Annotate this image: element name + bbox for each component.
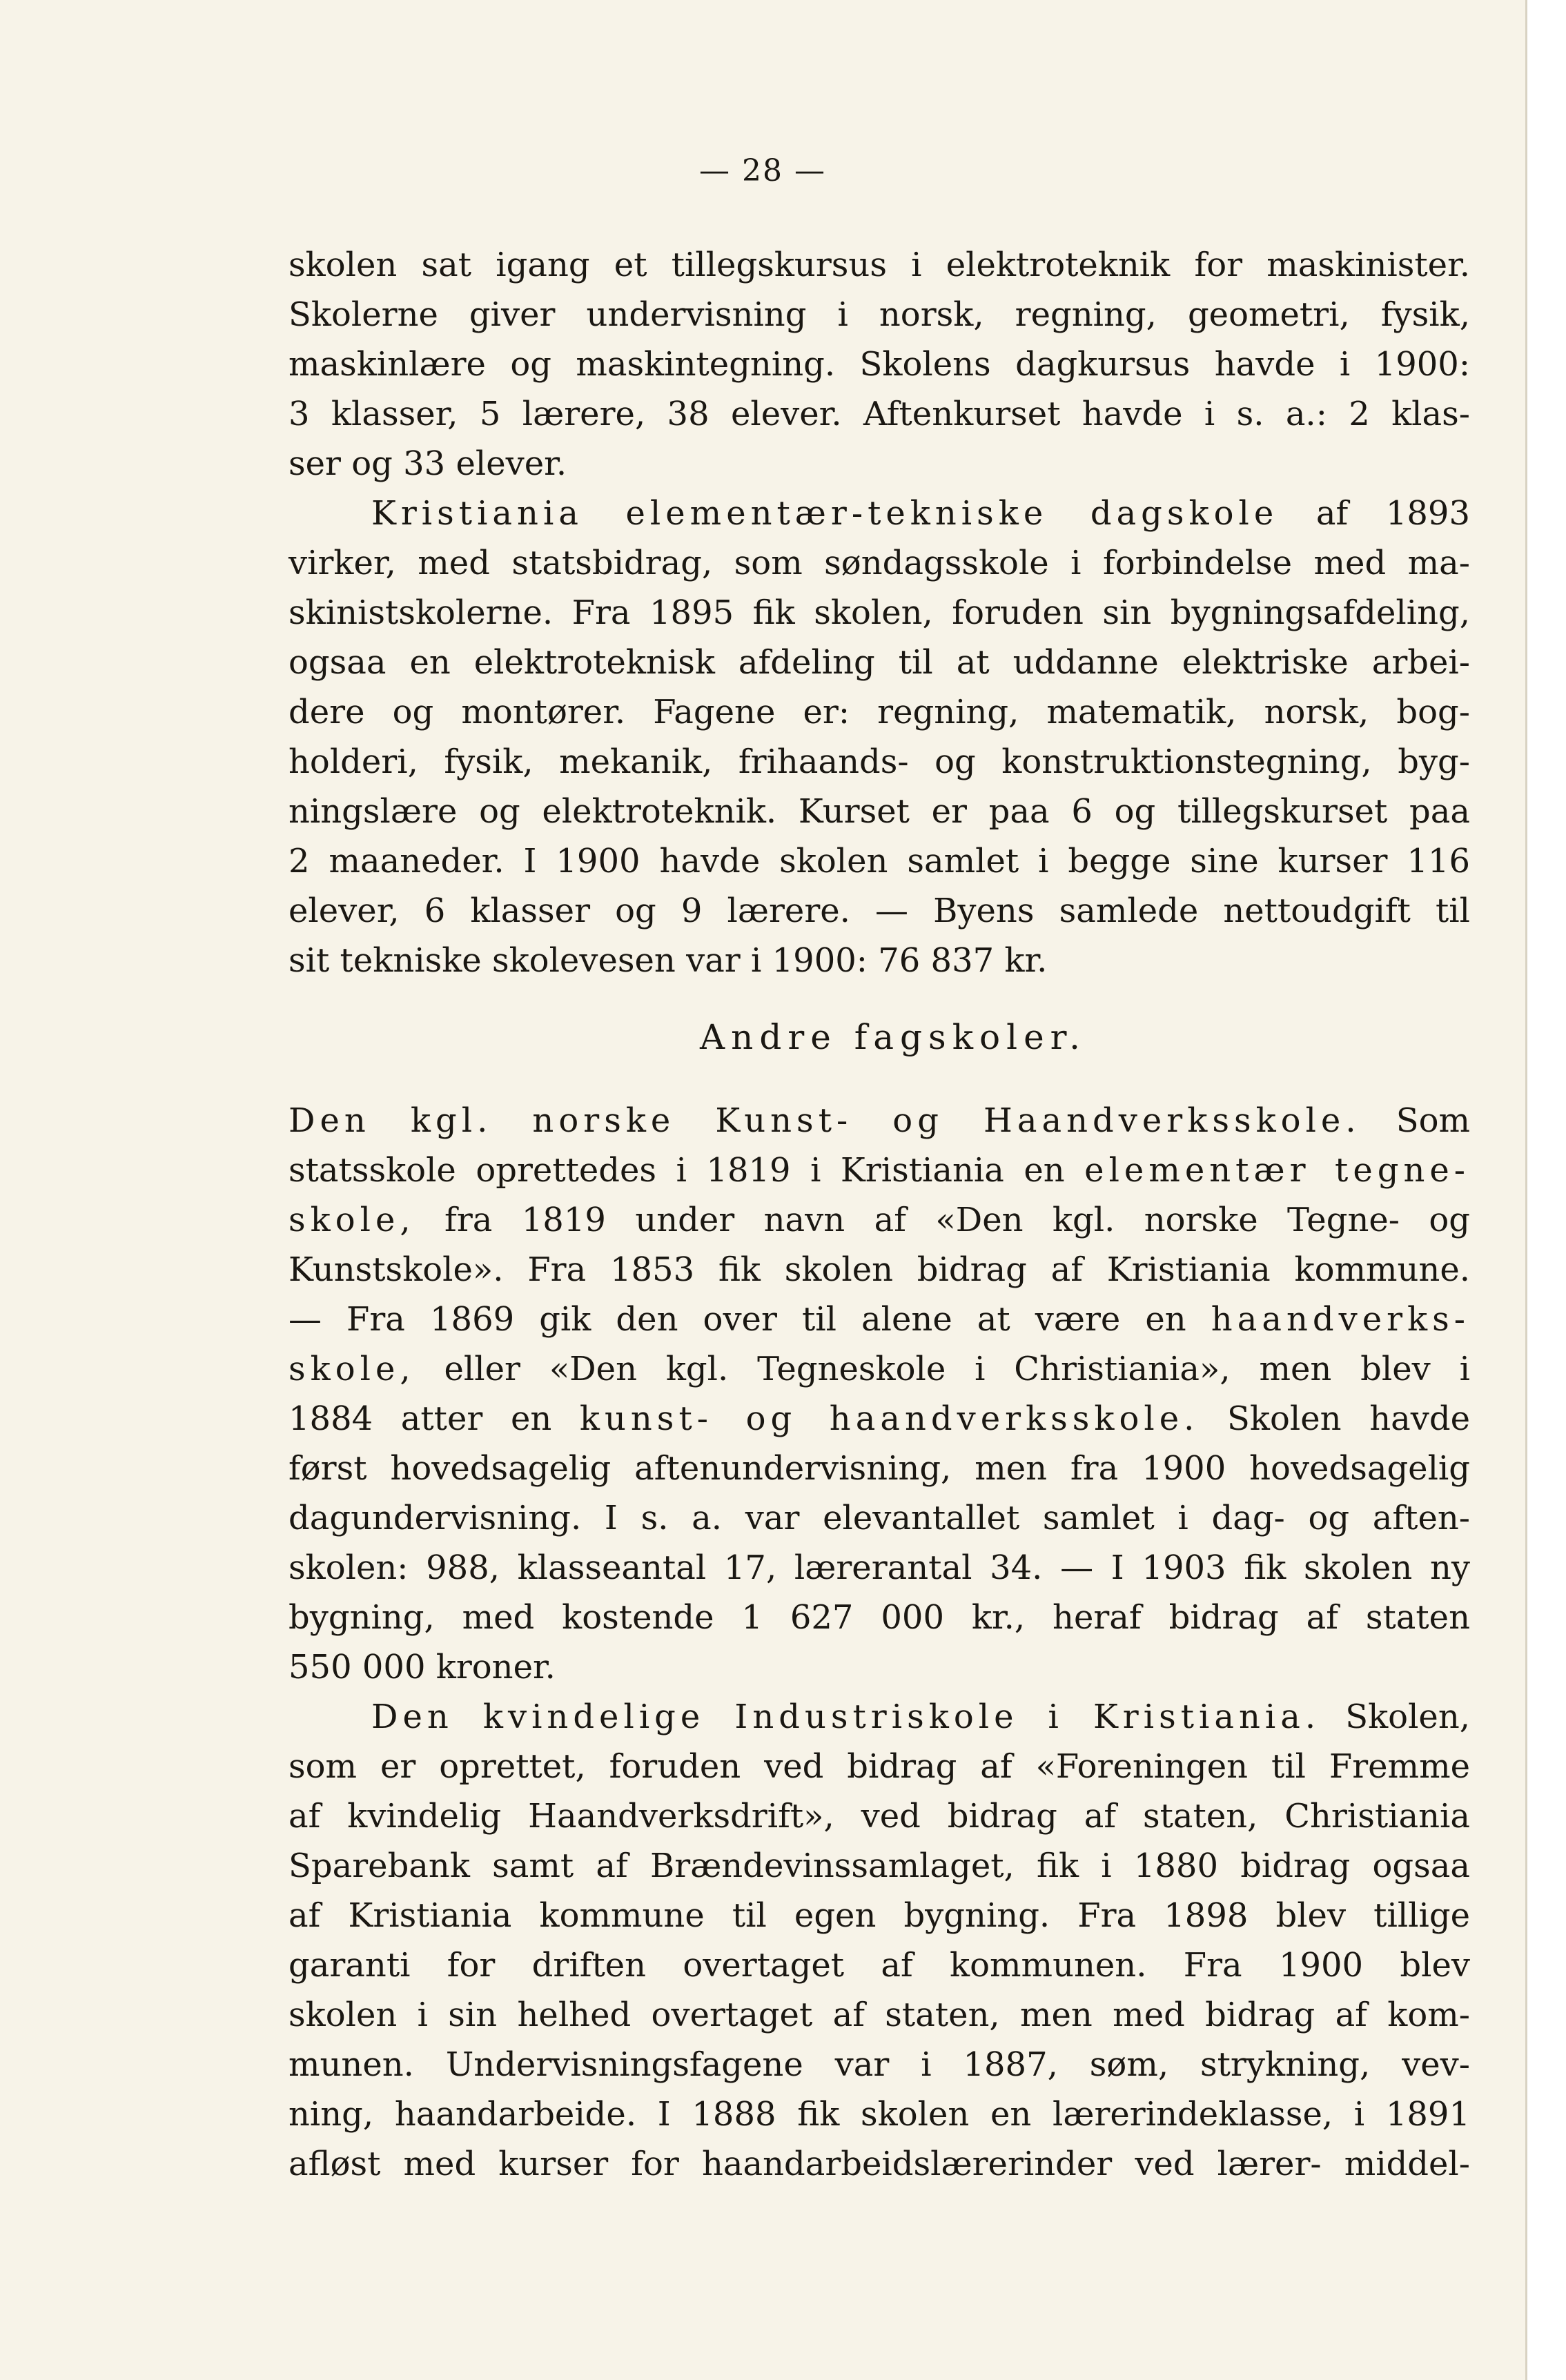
page-number: — 28 — [699, 153, 826, 188]
body-text [288, 240, 1470, 2189]
text-line: 2 maaneder. I 1900 havde skolen samlet i begge sine kurser 116 [288, 842, 1470, 881]
line-rest: fra 1819 under navn af «Den kgl. norske Tegne- og [444, 1201, 1471, 1239]
text-line: dere og montører. Fagene er: regning, matematik, norsk, bog- [288, 693, 1470, 731]
text-line: skolen i sin helhed overtaget af staten, men med bidrag af kom- [288, 1996, 1470, 2034]
text-line: skolen: 988, klasseantal 17, lærerantal 34. — I 1903 fik skolen ny [288, 1548, 1470, 1587]
text-line [288, 1195, 1470, 1245]
line-part: 1884 atter en [288, 1399, 552, 1438]
spaced-term: skole, [288, 1201, 415, 1239]
text-line: skolen sat igang et tillegskursus i elektroteknik for maskinister. [288, 246, 1470, 284]
text-line: af Kristiania kommune til egen bygning. Fra 1898 blev tillige [288, 1896, 1470, 1935]
text-line: ogsaa en elektroteknisk afdeling til at uddanne elektriske arbei- [288, 643, 1470, 682]
text-line: elever, 6 klasser og 9 lærere. — Byens samlede nettoudgift til [288, 892, 1470, 930]
text-line: Kunstskole». Fra 1853 fik skolen bidrag af Kristiania kommune. [288, 1250, 1470, 1289]
text-line: holderi, fysik, mekanik, frihaands- og konstruktionstegning, byg- [288, 742, 1470, 781]
spaced-school-name: Kristiania elementær-tekniske dagskole [371, 494, 1279, 533]
text-line: virker, med statsbidrag, som søndagsskole i forbindelse med ma- [288, 544, 1470, 582]
spaced-term: skole, [288, 1350, 415, 1388]
heading-spacer [288, 1075, 1470, 1096]
text-line: som er oprettet, foruden ved bidrag af «Foreningen til Fremme [288, 1747, 1470, 1786]
paragraph-kristiania-dagskole [288, 489, 1470, 985]
text-line: Skolerne giver undervisning i norsk, regning, geometri, fysik, [288, 295, 1470, 334]
text-line: afløst med kurser for haandarbeidslærerinder ved lærer- middel- [288, 2145, 1470, 2183]
paragraph-kunst-og-haandverksskole [288, 1096, 1470, 1692]
text-line: af kvindelig Haandverksdrift», ved bidrag af staten, Christiania [288, 1797, 1470, 1836]
line-rest: eller «Den kgl. Tegneskole i Christiania», men blev i [444, 1350, 1470, 1388]
spaced-school-name: Den kgl. norske Kunst- og Haandverksskole. [288, 1101, 1361, 1140]
text-line [288, 1394, 1470, 1444]
text-line [288, 1692, 1470, 1742]
line-rest: af 1893 [1315, 494, 1470, 533]
spaced-term: kunst- og haandverksskole. [579, 1399, 1200, 1438]
text-line: 3 klasser, 5 lærere, 38 elever. Aftenkurset havde i s. a.: 2 klas- [288, 395, 1470, 433]
line-rest: Skolen, [1345, 1698, 1470, 1736]
line-rest: Skolen havde [1227, 1399, 1470, 1438]
text-line: ser og 33 elever. [288, 444, 567, 483]
text-line: skinistskolerne. Fra 1895 fik skolen, foruden sin bygningsafdeling, [288, 593, 1470, 632]
text-line: Sparebank samt af Brændevinssamlaget, fik i 1880 bidrag ogsaa [288, 1847, 1470, 1885]
line-rest: Som [1396, 1101, 1470, 1140]
text-line: garanti for driften overtaget af kommunen. Fra 1900 blev [288, 1946, 1470, 1985]
text-line: ningslære og elektroteknik. Kurset er paa 6 og tillegskurset paa [288, 792, 1470, 831]
text-line [288, 1145, 1470, 1195]
text-line: munen. Undervisningsfagene var i 1887, søm, strykning, vev- [288, 2045, 1470, 2084]
text-line: 550 000 kroner. [288, 1648, 556, 1686]
spaced-school-name: Den kvindelige Industriskole i Kristiania. [371, 1698, 1321, 1736]
line-part: statsskole oprettedes i 1819 i Kristiania en [288, 1151, 1065, 1190]
text-line [288, 1344, 1470, 1394]
text-line [288, 489, 1470, 538]
text-line [288, 1295, 1470, 1344]
paragraph-kvindelige-industriskole [288, 1692, 1470, 2189]
line-part: — Fra 1869 gik den over til alene at være en [288, 1300, 1186, 1339]
text-line: dagundervisning. I s. a. var elevantallet samlet i dag- og aften- [288, 1499, 1470, 1537]
text-line: sit tekniske skolevesen var i 1900: 76 837 kr. [288, 941, 1048, 980]
text-line: ning, haandarbeide. I 1888 fik skolen en lærerindeklasse, i 1891 [288, 2095, 1470, 2134]
spaced-term: haandverks- [1211, 1300, 1470, 1339]
text-line [288, 1096, 1470, 1145]
section-heading: Andre fagskoler. [700, 1017, 1086, 1057]
text-line: bygning, med kostende 1 627 000 kr., heraf bidrag af staten [288, 1598, 1470, 1637]
spaced-term: elementær tegne- [1084, 1151, 1470, 1190]
text-line: først hovedsagelig aftenundervisning, men fra 1900 hovedsagelig [288, 1449, 1470, 1488]
text-line: maskinlære og maskintegning. Skolens dagkursus havde i 1900: [288, 345, 1470, 384]
paragraph-continuation [288, 240, 1470, 489]
